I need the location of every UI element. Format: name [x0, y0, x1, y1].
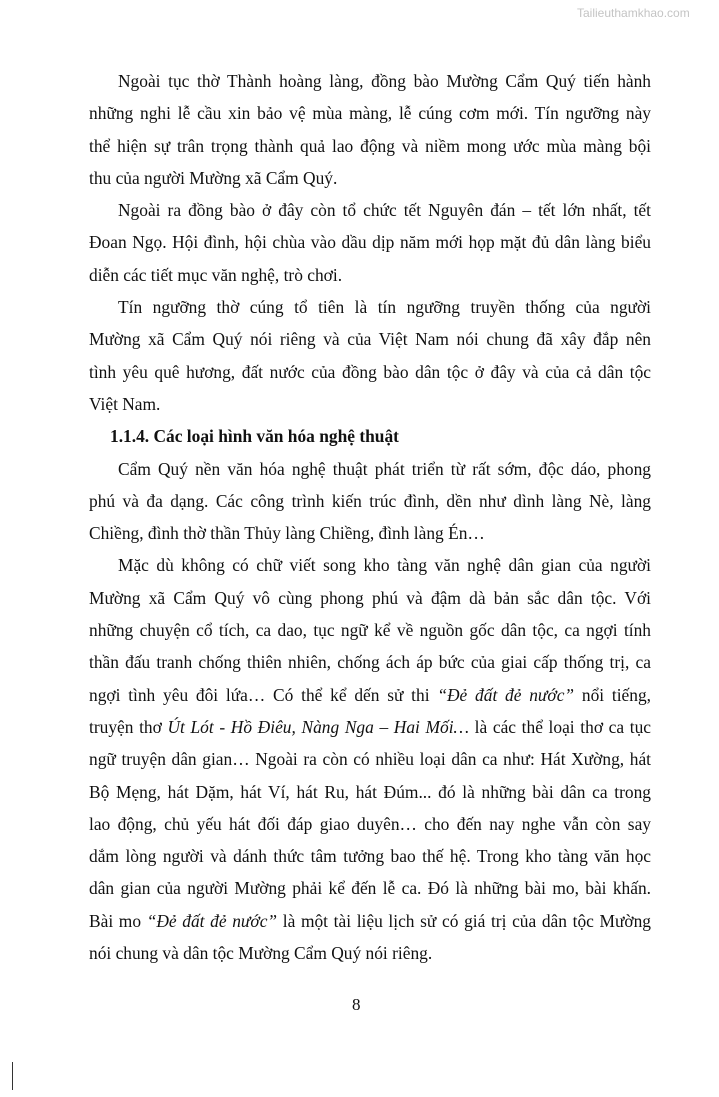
text-line: [89, 291, 651, 323]
text-line: [89, 97, 651, 129]
text-line: [89, 614, 651, 646]
text-segment: Bài mo: [89, 910, 147, 931]
text-segment: Cẩm Quý nền văn hóa nghệ thuật phát triển từ rất sớm, độc dáo, phong: [118, 458, 651, 479]
text-segment: những chuyện cổ tích, ca dao, tục ngữ kể về nguồn gốc dân tộc, ca ngợi tính: [89, 620, 651, 641]
text-segment: Việt Nam.: [89, 393, 161, 414]
document-body: [89, 65, 651, 969]
text-line: [89, 130, 651, 162]
line-content: [89, 226, 651, 258]
text-segment: những nghi lễ cầu xin bảo vệ mùa màng, lễ cúng cơm mới. Tín ngưỡng này: [89, 103, 651, 124]
text-segment: thần đấu tranh chống thiên nhiên, chống ách áp bức của giai cấp thống trị, ca: [89, 652, 651, 673]
text-segment: diễn các tiết mục văn nghệ, trò chơi.: [89, 264, 343, 285]
text-segment: Đoan Ngọ. Hội đình, hội chùa vào dầu dịp năm mới họp mặt đủ dân làng biểu: [89, 232, 651, 253]
line-content: [118, 194, 651, 226]
italic-title: “Đẻ đất đẻ nước”: [146, 910, 278, 931]
italic-title: “Đẻ đất đẻ nước”: [437, 684, 575, 705]
line-content: [89, 937, 651, 969]
line-content: [89, 130, 651, 162]
line-content: [89, 323, 651, 355]
text-segment: Chiềng, đình thờ thần Thủy làng Chiềng, đình làng Én…: [89, 523, 485, 544]
line-content: [89, 872, 651, 904]
text-line: [89, 162, 651, 194]
text-segment: Bộ Mẹng, hát Dặm, hát Ví, hát Ru, hát Đúm... đó là những bài dân ca trong: [89, 781, 651, 802]
text-segment: Mặc dù không có chữ viết song kho tàng văn nghệ dân gian của người: [118, 555, 651, 576]
line-content: [89, 517, 651, 549]
text-line: [89, 582, 651, 614]
text-segment: nổi tiếng,: [574, 684, 651, 705]
page-number: 8: [352, 995, 361, 1014]
text-segment: Ngoài ra đồng bào ở đây còn tổ chức tết Nguyên đán – tết lớn nhất, tết: [118, 200, 651, 221]
section-heading: [89, 420, 651, 452]
line-content: [89, 711, 651, 743]
line-content: [89, 162, 651, 194]
text-segment: dắm lòng người và dánh thức tâm tưởng bao thế hệ. Trong kho tàng văn học: [89, 846, 651, 867]
line-content: [89, 679, 651, 711]
line-content: [89, 743, 651, 775]
line-content: [118, 549, 651, 581]
text-line: [89, 743, 651, 775]
text-segment: thu của người Mường xã Cẩm Quý.: [89, 167, 338, 188]
text-segment: thể hiện sự trân trọng thành quả lao động và niềm mong ước mùa màng bội: [89, 135, 651, 156]
line-content: [89, 259, 651, 291]
text-segment: 1.1.4. Các loại hình văn hóa nghệ thuật: [110, 426, 399, 447]
text-segment: ngợi tình yêu đôi lứa… Có thể kể dến sử thi: [89, 684, 438, 705]
text-segment: là một tài liệu lịch sử có giá trị của dân tộc Mường: [277, 910, 651, 931]
line-content: [89, 582, 651, 614]
text-line: [89, 905, 651, 937]
text-line: [89, 453, 651, 485]
text-segment: Mường xã Cẩm Quý vô cùng phong phú và đậm dà bản sắc dân tộc. Với: [89, 587, 651, 608]
line-content: [118, 65, 651, 97]
text-line: [89, 808, 651, 840]
text-line: [89, 646, 651, 678]
text-line: [89, 194, 651, 226]
text-line: [89, 549, 651, 581]
text-segment: dân gian của người Mường phải kể đến lễ ca. Đó là những bài mo, bài khấn.: [89, 878, 651, 899]
scan-margin-mark: [12, 1062, 13, 1090]
line-content: [89, 614, 651, 646]
text-line: [89, 711, 651, 743]
text-segment: là các thể loại thơ ca tục: [469, 716, 651, 737]
line-content: [118, 453, 651, 485]
text-segment: tình yêu quê hương, đất nước của đồng bào dân tộc ở đây và của cả dân tộc: [89, 361, 651, 382]
text-segment: phú và đa dạng. Các công trình kiến trúc đình, dền như dình làng Nè, làng: [89, 490, 651, 511]
text-line: [89, 65, 651, 97]
text-line: [89, 679, 651, 711]
text-line: [89, 323, 651, 355]
italic-title: Út Lót - Hồ Điêu, Nàng Nga – Hai Mối…: [167, 716, 470, 737]
line-content: [89, 776, 651, 808]
text-segment: Tín ngưỡng thờ cúng tổ tiên là tín ngưỡng truyền thống của người: [118, 297, 651, 318]
text-segment: ngữ truyện dân gian… Ngoài ra còn có nhiều loại dân ca như: Hát Xường, hát: [89, 749, 651, 770]
line-content: [89, 840, 651, 872]
text-line: [89, 356, 651, 388]
text-segment: Ngoài tục thờ Thành hoàng làng, đồng bào Mường Cẩm Quý tiến hành: [118, 71, 651, 91]
text-segment: nói chung và dân tộc Mường Cẩm Quý nói riêng.: [89, 943, 433, 964]
line-content: [89, 808, 651, 840]
watermark: Tailieuthamkhao.com: [577, 6, 690, 20]
text-line: [89, 872, 651, 904]
text-segment: truyện thơ: [89, 716, 168, 737]
line-content: [89, 388, 651, 420]
line-content: [89, 97, 651, 129]
text-segment: Mường xã Cẩm Quý nói riêng và của Việt Nam nói chung đã xây đắp nên: [89, 329, 651, 350]
text-line: [89, 840, 651, 872]
text-line: [89, 517, 651, 549]
line-content: [110, 420, 651, 452]
line-content: [118, 291, 651, 323]
text-line: [89, 226, 651, 258]
text-line: [89, 388, 651, 420]
line-content: [89, 646, 651, 678]
text-line: [89, 776, 651, 808]
line-content: [89, 485, 651, 517]
line-content: [89, 905, 651, 937]
line-content: [89, 356, 651, 388]
text-line: [89, 937, 651, 969]
text-line: [89, 259, 651, 291]
text-line: [89, 485, 651, 517]
text-segment: lao động, chủ yếu hát đối đáp giao duyên… cho đến nay nghe vẫn còn say: [89, 813, 651, 834]
